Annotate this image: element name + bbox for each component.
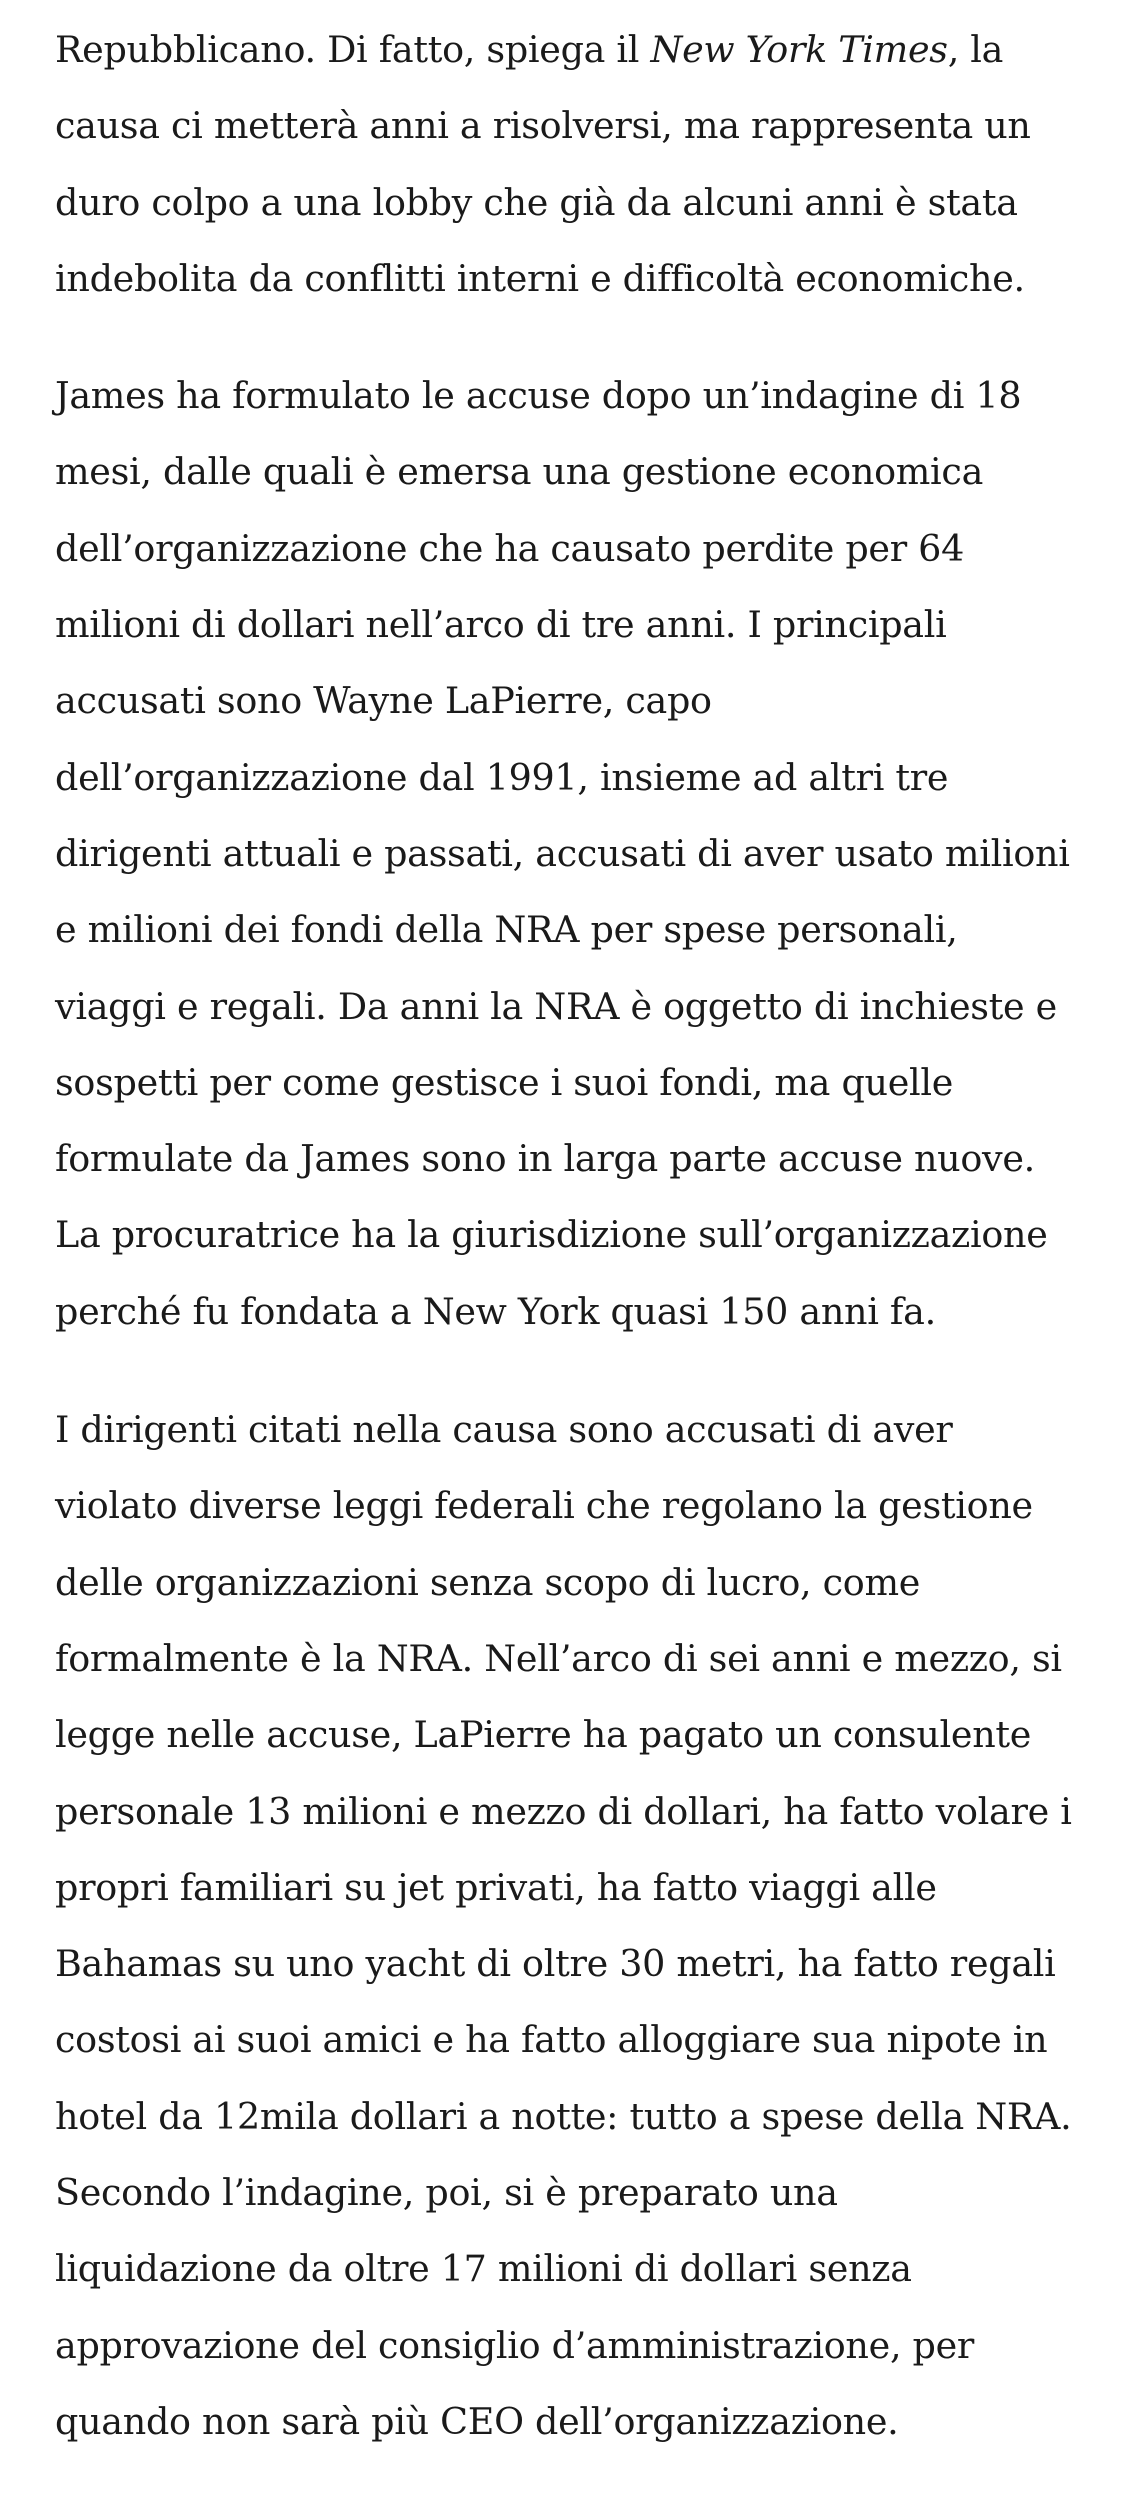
text-segment: viaggi e regali. Da anni la NRA è oggetto di inchieste e bbox=[55, 984, 1057, 1028]
text-segment: dirigenti attuali e passati, accusati di aver usato milioni bbox=[55, 831, 1070, 875]
text-segment: sospetti per come gestisce i suoi fondi, ma quelle bbox=[55, 1060, 954, 1104]
article-body bbox=[55, 12, 1085, 2502]
text-segment: dell’organizzazione dal 1991, insieme ad altri tre bbox=[55, 755, 949, 799]
text-segment: hotel da 12mila dollari a notte: tutto a spese della NRA. bbox=[55, 2094, 1072, 2138]
text-segment: indebolita da conflitti interni e difficoltà economiche. bbox=[55, 256, 1025, 300]
text-line bbox=[55, 1697, 1085, 1773]
article-paragraph bbox=[55, 1392, 1085, 2460]
text-segment: dell’organizzazione che ha causato perdite per 64 bbox=[55, 526, 965, 570]
text-line bbox=[55, 740, 1085, 816]
text-line bbox=[55, 12, 1085, 88]
text-line bbox=[55, 1850, 1085, 1926]
text-line bbox=[55, 1621, 1085, 1697]
publication-name: New York Times bbox=[650, 28, 948, 71]
text-segment: I dirigenti citati nella causa sono accusati di aver bbox=[55, 1408, 953, 1452]
text-line bbox=[55, 165, 1085, 241]
text-line bbox=[55, 1392, 1085, 1468]
text-line bbox=[55, 2308, 1085, 2384]
text-line bbox=[55, 1121, 1085, 1197]
text-segment: delle organizzazioni senza scopo di lucro, come bbox=[55, 1560, 921, 1604]
text-segment: violato diverse leggi federali che regolano la gestione bbox=[55, 1484, 1033, 1528]
text-segment: , la bbox=[947, 28, 1004, 71]
text-line bbox=[55, 816, 1085, 892]
text-segment: mesi, dalle quali è emersa una gestione economica bbox=[55, 450, 984, 494]
text-segment: Bahamas su uno yacht di oltre 30 metri, ha fatto regali bbox=[55, 1942, 1056, 1986]
text-line bbox=[55, 2155, 1085, 2231]
text-segment: duro colpo a una lobby che già da alcuni anni è stata bbox=[55, 180, 1018, 224]
text-line bbox=[55, 434, 1085, 510]
text-segment: Secondo l’indagine, poi, si è preparato una bbox=[55, 2171, 838, 2215]
text-segment: propri familiari su jet privati, ha fatto viaggi alle bbox=[55, 1865, 937, 1909]
text-line bbox=[55, 587, 1085, 663]
text-segment: La procuratrice ha la giurisdizione sull’organizzazione bbox=[55, 1213, 1048, 1257]
text-segment: milioni di dollari nell’arco di tre anni. I principali bbox=[55, 603, 947, 647]
article-paragraph bbox=[55, 12, 1085, 317]
text-segment: costosi ai suoi amici e ha fatto alloggiare sua nipote in bbox=[55, 2018, 1048, 2062]
text-line bbox=[55, 88, 1085, 164]
text-line bbox=[55, 2231, 1085, 2307]
text-segment: formalmente è la NRA. Nell’arco di sei anni e mezzo, si bbox=[55, 1636, 1062, 1680]
text-segment: liquidazione da oltre 17 milioni di dollari senza bbox=[55, 2247, 912, 2291]
text-segment: approvazione del consiglio d’amministrazione, per bbox=[55, 2323, 975, 2367]
text-segment: James ha formulato le accuse dopo un’indagine di 18 bbox=[55, 374, 1022, 418]
text-line bbox=[55, 1274, 1085, 1350]
text-line bbox=[55, 241, 1085, 317]
text-line bbox=[55, 2079, 1085, 2155]
text-line bbox=[55, 969, 1085, 1045]
text-line bbox=[55, 1926, 1085, 2002]
text-line bbox=[55, 2384, 1085, 2460]
text-segment: causa ci metterà anni a risolversi, ma rappresenta un bbox=[55, 104, 1031, 148]
text-segment: perché fu fondata a New York quasi 150 anni fa. bbox=[55, 1289, 936, 1333]
text-line bbox=[55, 511, 1085, 587]
text-line bbox=[55, 892, 1085, 968]
text-line bbox=[55, 1545, 1085, 1621]
text-line bbox=[55, 1774, 1085, 1850]
text-segment: legge nelle accuse, LaPierre ha pagato un consulente bbox=[55, 1713, 1032, 1757]
text-segment: personale 13 milioni e mezzo di dollari, ha fatto volare i bbox=[55, 1789, 1072, 1833]
text-line bbox=[55, 2002, 1085, 2078]
text-line bbox=[55, 663, 1085, 739]
text-segment: e milioni dei fondi della NRA per spese personali, bbox=[55, 908, 958, 952]
text-segment: formulate da James sono in larga parte accuse nuove. bbox=[55, 1137, 1035, 1181]
text-line bbox=[55, 1468, 1085, 1544]
text-line bbox=[55, 1045, 1085, 1121]
text-line bbox=[55, 358, 1085, 434]
text-line bbox=[55, 1197, 1085, 1273]
text-segment: accusati sono Wayne LaPierre, capo bbox=[55, 679, 712, 723]
text-segment: quando non sarà più CEO dell’organizzazione. bbox=[55, 2399, 899, 2443]
text-segment: Repubblicano. Di fatto, spiega il bbox=[55, 28, 651, 71]
article-paragraph bbox=[55, 358, 1085, 1350]
